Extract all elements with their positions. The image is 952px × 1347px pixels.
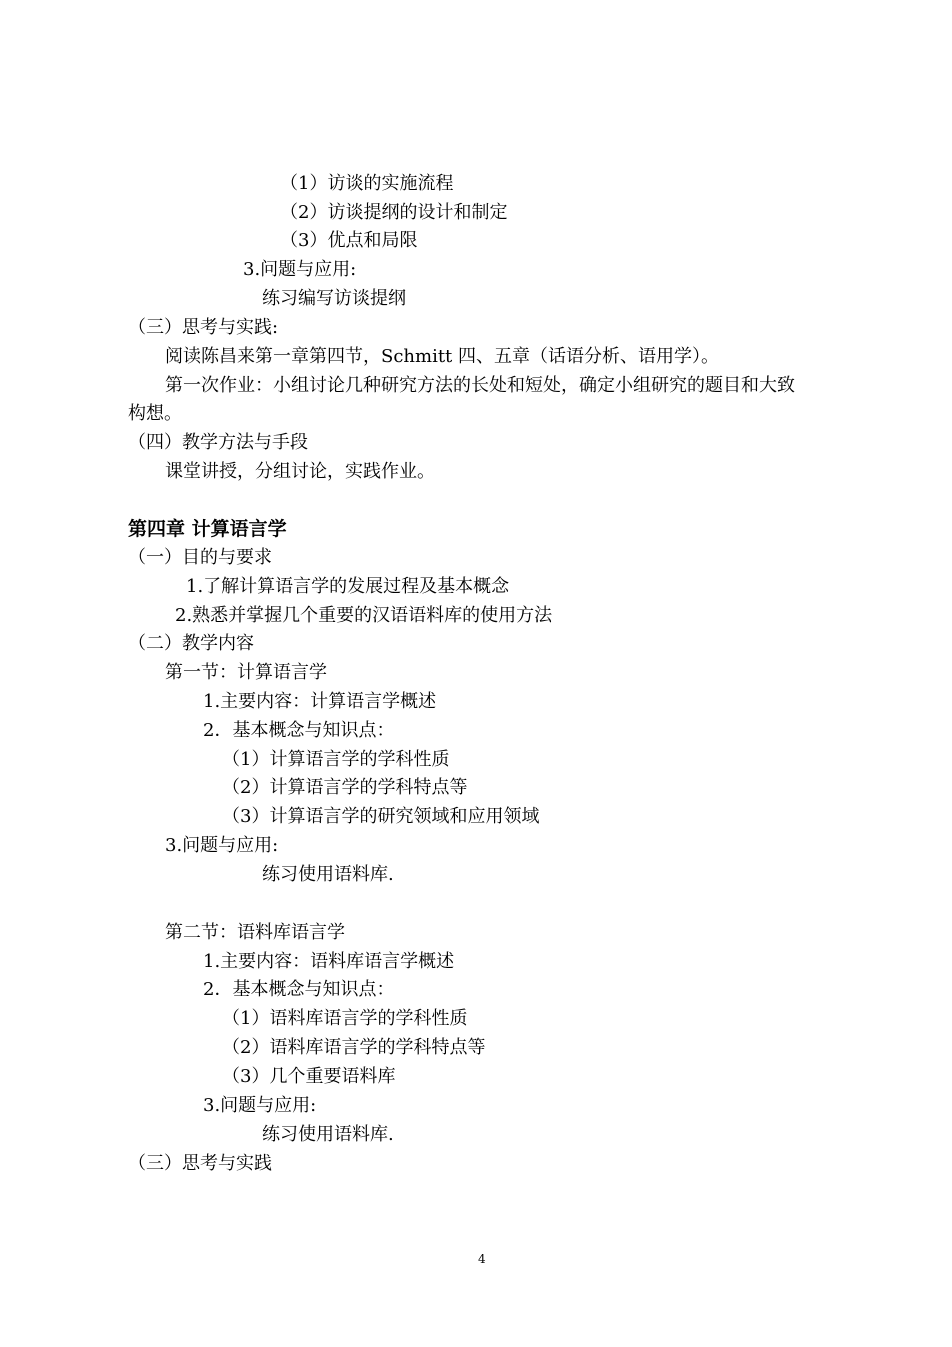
section-heading: （一）目的与要求 bbox=[128, 547, 272, 568]
concept-item-1: （1）计算语言学的学科性质 bbox=[222, 749, 450, 770]
concept-item-2: （2）语料库语言学的学科特点等 bbox=[222, 1037, 486, 1058]
sub-item-3: （3）优点和局限 bbox=[280, 230, 418, 251]
goal-item-2: 2.熟悉并掌握几个重要的汉语语料库的使用方法 bbox=[175, 605, 553, 626]
section-title-1: 第一节：计算语言学 bbox=[165, 662, 327, 683]
qa-text: 练习编写访谈提纲 bbox=[262, 288, 406, 309]
concepts-heading: 2．基本概念与知识点： bbox=[203, 979, 395, 1000]
chapter-title: 第四章 计算语言学 bbox=[128, 518, 287, 540]
homework-text: 第一次作业：小组讨论几种研究方法的长处和短处，确定小组研究的题目和大致 bbox=[165, 375, 795, 396]
concept-item-1: （1）语料库语言学的学科性质 bbox=[222, 1008, 468, 1029]
qa-label: 3.问题与应用: bbox=[165, 835, 279, 856]
concept-item-2: （2）计算语言学的学科特点等 bbox=[222, 777, 468, 798]
homework-text-cont: 构想。 bbox=[128, 403, 182, 424]
qa-text: 练习使用语料库. bbox=[262, 864, 394, 885]
section-heading: （四）教学方法与手段 bbox=[128, 432, 308, 453]
goal-item-1: 1.了解计算语言学的发展过程及基本概念 bbox=[186, 576, 510, 597]
concept-item-3: （3）计算语言学的研究领域和应用领域 bbox=[222, 806, 540, 827]
section-heading: （二）教学内容 bbox=[128, 633, 254, 654]
main-content: 1.主要内容：语料库语言学概述 bbox=[203, 951, 455, 972]
method-text: 课堂讲授，分组讨论，实践作业。 bbox=[165, 461, 435, 482]
page-number: 4 bbox=[478, 1252, 486, 1266]
sub-item-2: （2）访谈提纲的设计和制定 bbox=[280, 202, 508, 223]
qa-label: 3.问题与应用: bbox=[203, 1095, 317, 1116]
section-title-2: 第二节：语料库语言学 bbox=[165, 922, 345, 943]
sub-item-1: （1）访谈的实施流程 bbox=[280, 173, 454, 194]
concept-item-3: （3）几个重要语料库 bbox=[222, 1066, 396, 1087]
qa-text: 练习使用语料库. bbox=[262, 1124, 394, 1145]
qa-label: 3.问题与应用: bbox=[243, 259, 357, 280]
concepts-heading: 2．基本概念与知识点： bbox=[203, 720, 395, 741]
main-content: 1.主要内容：计算语言学概述 bbox=[203, 691, 437, 712]
reading-text: 阅读陈昌来第一章第四节，Schmitt 四、五章（话语分析、语用学）。 bbox=[165, 346, 720, 367]
section-heading: （三）思考与实践: bbox=[128, 317, 279, 338]
section-heading: （三）思考与实践 bbox=[128, 1153, 272, 1174]
